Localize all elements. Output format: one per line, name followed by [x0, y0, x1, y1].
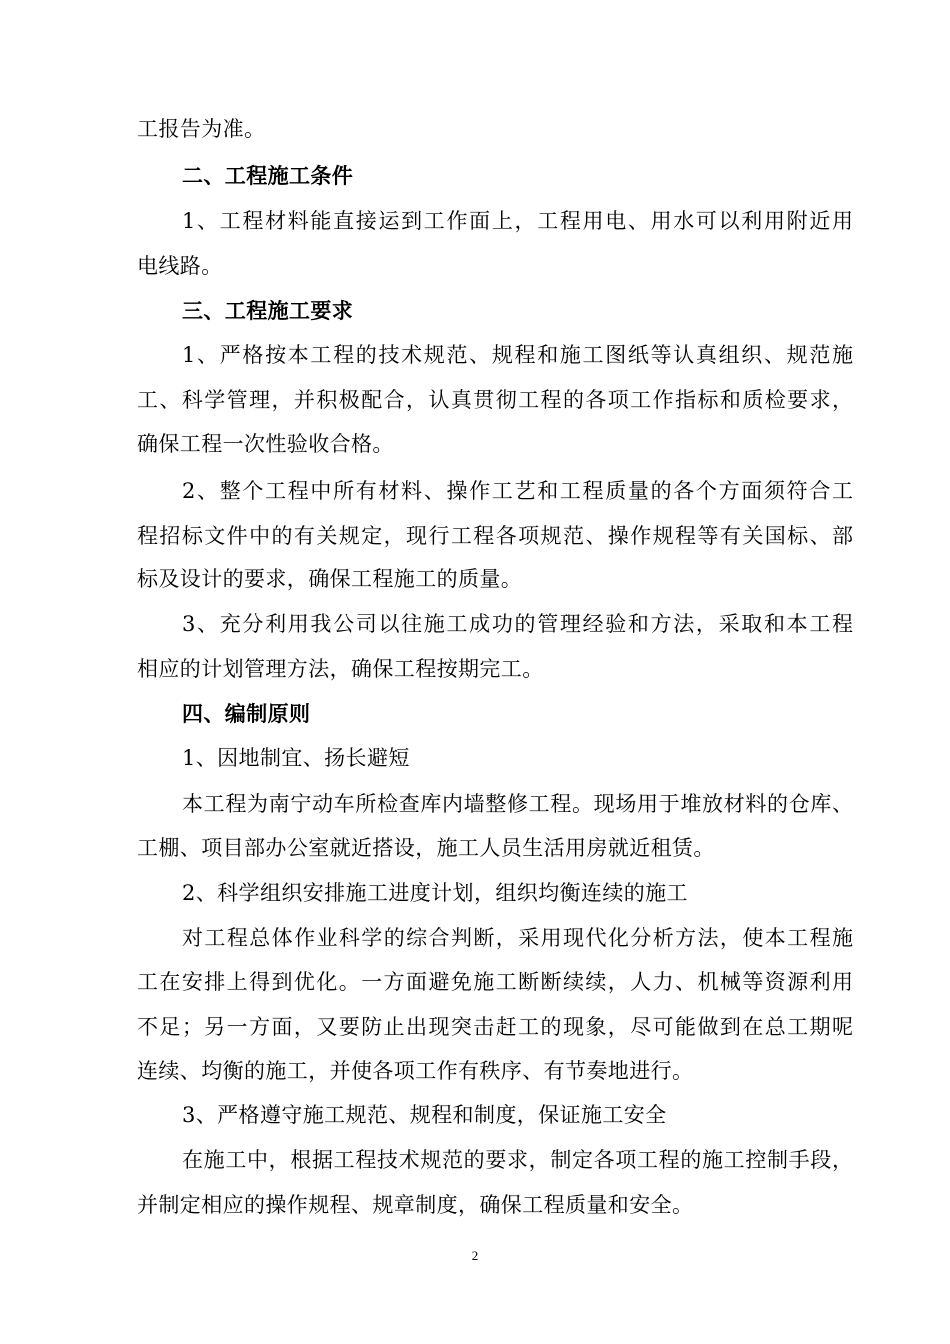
subheading-line: 3、严格遵守施工规范、规程和制度，保证施工安全	[182, 1103, 667, 1127]
paragraph-line: 1、严格按本工程的技术规范、规程和施工图纸等认真组织、规范施	[182, 343, 853, 367]
paragraph-line: 程招标文件中的有关规定，现行工程各项规范、操作规程等有关国标、部	[137, 524, 853, 548]
paragraph-line: 工棚、项目部办公室就近搭设，施工人员生活用房就近租赁。	[137, 836, 715, 860]
section-heading-compilation-principles: 四、编制原则	[182, 701, 311, 726]
paragraph-line: 不足；另一方面，又要防止出现突击赶工的现象，尽可能做到在总工期呢	[137, 1015, 853, 1039]
paragraph-line: 本工程为南宁动车所检查库内墙整修工程。现场用于堆放材料的仓库、	[182, 792, 853, 816]
paragraph-line: 工、科学管理，并积极配合，认真贯彻工程的各项工作指标和质检要求，	[137, 388, 853, 412]
paragraph-line: 电线路。	[137, 254, 223, 278]
paragraph-line: 确保工程一次性验收合格。	[137, 432, 394, 456]
paragraph-line: 相应的计划管理方法，确保工程按期完工。	[137, 657, 544, 681]
paragraph-line: 在施工中，根据工程技术规范的要求，制定各项工程的施工控制手段，	[182, 1148, 853, 1172]
paragraph-line: 工报告为准。	[137, 117, 266, 141]
paragraph-line: 并制定相应的操作规程、规章制度，确保工程质量和安全。	[137, 1193, 694, 1217]
paragraph-line: 标及设计的要求，确保工程施工的质量。	[137, 567, 523, 591]
section-heading-construction-requirements: 三、工程施工要求	[182, 298, 354, 323]
paragraph-line: 工在安排上得到优化。一方面避免施工断断续续，人力、机械等资源利用	[137, 970, 853, 994]
paragraph-line: 连续、均衡的施工，并使各项工作有秩序、有节奏地进行。	[137, 1059, 694, 1083]
paragraph-line: 1、工程材料能直接运到工作面上，工程用电、用水可以利用附近用	[182, 209, 853, 233]
paragraph-line: 对工程总体作业科学的综合判断，采用现代化分析方法，使本工程施	[182, 926, 853, 950]
page-number: 2	[471, 1248, 479, 1263]
subheading-line: 1、因地制宜、扬长避短	[182, 746, 410, 770]
paragraph-line: 3、充分利用我公司以往施工成功的管理经验和方法，采取和本工程	[182, 612, 853, 636]
paragraph-line: 2、整个工程中所有材料、操作工艺和工程质量的各个方面须符合工	[182, 479, 853, 503]
subheading-line: 2、科学组织安排施工进度计划，组织均衡连续的施工	[182, 881, 688, 905]
section-heading-construction-conditions: 二、工程施工条件	[182, 163, 354, 188]
